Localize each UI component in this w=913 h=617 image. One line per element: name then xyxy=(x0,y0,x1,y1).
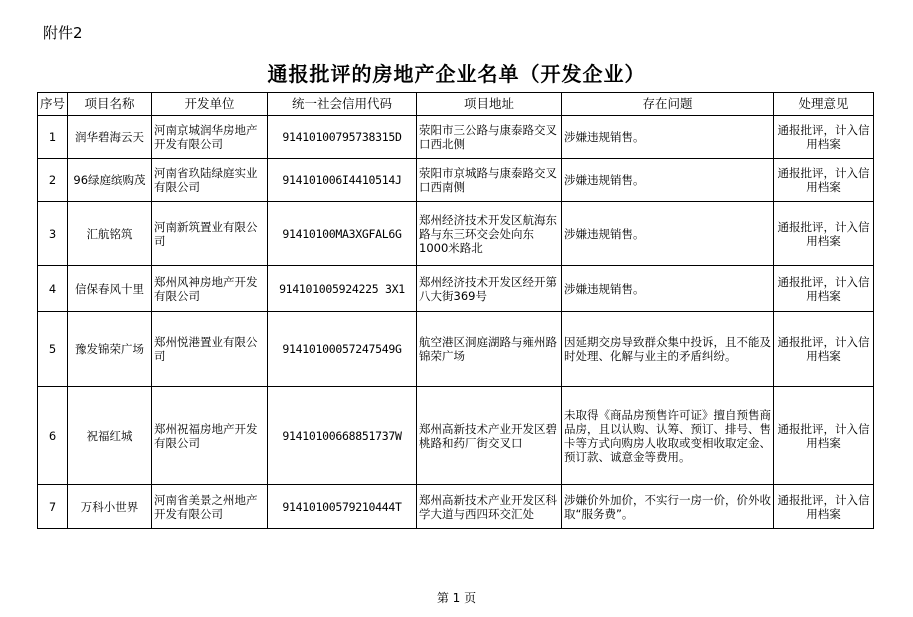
cell-address: 郑州高新技术产业开发区碧桃路和药厂街交叉口 xyxy=(417,387,562,485)
cell-credit-code: 91410100795738315D xyxy=(268,116,417,159)
cell-issue: 涉嫌价外加价，不实行一房一价，价外收取“服务费”。 xyxy=(562,485,774,529)
cell-issue: 未取得《商品房预售许可证》擅自预售商品房，且以认购、认筹、预订、排号、售卡等方式向购房人收取或变相收取定金、预订款、诚意金等费用。 xyxy=(562,387,774,485)
cell-project: 万科小世界 xyxy=(68,485,152,529)
cell-credit-code: 91410100579210444T xyxy=(268,485,417,529)
header-address: 项目地址 xyxy=(417,93,562,116)
table-row xyxy=(38,312,874,387)
cell-action: 通报批评，计入信用档案 xyxy=(774,159,874,202)
cell-developer: 郑州祝福房地产开发有限公司 xyxy=(152,387,268,485)
cell-project: 豫发锦荣广场 xyxy=(68,312,152,387)
cell-developer: 郑州悦港置业有限公司 xyxy=(152,312,268,387)
cell-action: 通报批评，计入信用档案 xyxy=(774,485,874,529)
table-header-row xyxy=(38,93,874,116)
cell-project: 润华碧海云天 xyxy=(68,116,152,159)
cell-address: 郑州高新技术产业开发区科学大道与西四环交汇处 xyxy=(417,485,562,529)
cell-credit-code: 91410100057247549G xyxy=(268,312,417,387)
attachment-label: 附件2 xyxy=(43,24,83,42)
cell-developer: 河南省玖陆绿庭实业有限公司 xyxy=(152,159,268,202)
cell-action: 通报批评，计入信用档案 xyxy=(774,387,874,485)
header-action: 处理意见 xyxy=(774,93,874,116)
cell-seq: 3 xyxy=(38,202,68,266)
table-row xyxy=(38,159,874,202)
cell-address: 荥阳市三公路与康泰路交叉口西北侧 xyxy=(417,116,562,159)
header-issue: 存在问题 xyxy=(562,93,774,116)
cell-developer: 河南京城润华房地产开发有限公司 xyxy=(152,116,268,159)
cell-project: 信保春风十里 xyxy=(68,266,152,312)
cell-credit-code: 91410100668851737W xyxy=(268,387,417,485)
cell-developer: 河南省美景之州地产开发有限公司 xyxy=(152,485,268,529)
cell-project: 祝福红城 xyxy=(68,387,152,485)
cell-address: 荥阳市京城路与康泰路交叉口西南侧 xyxy=(417,159,562,202)
cell-developer: 郑州风神房地产开发有限公司 xyxy=(152,266,268,312)
cell-credit-code: 914101006I4410514J xyxy=(268,159,417,202)
cell-project: 汇航铭筑 xyxy=(68,202,152,266)
cell-issue: 涉嫌违规销售。 xyxy=(562,159,774,202)
table-row xyxy=(38,485,874,529)
header-credit-code: 统一社会信用代码 xyxy=(268,93,417,116)
page-title: 通报批评的房地产企业名单（开发企业） xyxy=(267,62,646,86)
cell-seq: 6 xyxy=(38,387,68,485)
cell-seq: 4 xyxy=(38,266,68,312)
cell-address: 郑州经济技术开发区经开第八大街369号 xyxy=(417,266,562,312)
cell-credit-code: 914101005924225 3X1 xyxy=(268,266,417,312)
cell-issue: 因延期交房导致群众集中投诉，且不能及时处理、化解与业主的矛盾纠纷。 xyxy=(562,312,774,387)
cell-seq: 7 xyxy=(38,485,68,529)
cell-credit-code: 91410100MA3XGFAL6G xyxy=(268,202,417,266)
cell-address: 郑州经济技术开发区航海东路与东三环交会处向东1000米路北 xyxy=(417,202,562,266)
cell-action: 通报批评，计入信用档案 xyxy=(774,116,874,159)
cell-seq: 2 xyxy=(38,159,68,202)
cell-developer: 河南新筑置业有限公司 xyxy=(152,202,268,266)
table-row xyxy=(38,116,874,159)
cell-project: 96绿庭缤购茂 xyxy=(68,159,152,202)
cell-action: 通报批评，计入信用档案 xyxy=(774,266,874,312)
table-row xyxy=(38,387,874,485)
cell-action: 通报批评，计入信用档案 xyxy=(774,202,874,266)
header-project: 项目名称 xyxy=(68,93,152,116)
table-row xyxy=(38,266,874,312)
cell-issue: 涉嫌违规销售。 xyxy=(562,202,774,266)
table-row xyxy=(38,202,874,266)
cell-address: 航空港区洞庭湖路与雍州路锦荣广场 xyxy=(417,312,562,387)
page-number: 第 1 页 xyxy=(436,591,477,605)
cell-seq: 5 xyxy=(38,312,68,387)
header-seq: 序号 xyxy=(38,93,68,116)
cell-action: 通报批评，计入信用档案 xyxy=(774,312,874,387)
cell-seq: 1 xyxy=(38,116,68,159)
cell-issue: 涉嫌违规销售。 xyxy=(562,266,774,312)
enterprise-list-table xyxy=(37,92,874,529)
header-developer: 开发单位 xyxy=(152,93,268,116)
cell-issue: 涉嫌违规销售。 xyxy=(562,116,774,159)
